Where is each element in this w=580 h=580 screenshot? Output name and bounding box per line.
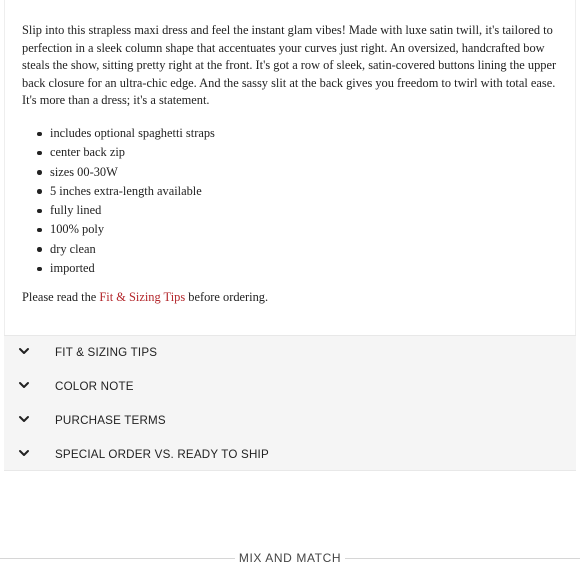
mix-and-match-title: MIX AND MATCH (238, 551, 342, 565)
feature-item: center back zip (22, 143, 215, 162)
feature-item: 5 inches extra-length available (22, 182, 215, 201)
divider-line (0, 558, 235, 559)
accordion-label: FIT & SIZING TIPS (55, 346, 158, 359)
accordion-label: PURCHASE TERMS (55, 414, 166, 427)
accordion-special-order[interactable] (4, 438, 576, 472)
accordion-label: COLOR NOTE (55, 380, 134, 393)
product-info-accordion (4, 335, 576, 471)
feature-item: imported (22, 259, 215, 278)
chevron-down-icon (17, 412, 31, 426)
feature-item: fully lined (22, 201, 215, 220)
sizing-note-prefix: Please read the (22, 290, 100, 304)
product-description-panel (4, 0, 576, 335)
accordion-label: SPECIAL ORDER VS. READY TO SHIP (55, 448, 269, 461)
accordion-fit-sizing-tips[interactable] (4, 336, 576, 370)
chevron-down-icon (17, 446, 31, 460)
divider-line (345, 558, 580, 559)
chevron-down-icon (17, 378, 31, 392)
feature-item: dry clean (22, 240, 215, 259)
accordion-color-note[interactable] (4, 370, 576, 404)
feature-item: sizes 00-30W (22, 163, 215, 182)
chevron-down-icon (17, 344, 31, 358)
sizing-note (22, 289, 268, 306)
sizing-note-suffix: before ordering. (185, 290, 269, 304)
feature-list (22, 124, 215, 278)
accordion-purchase-terms[interactable] (4, 404, 576, 438)
mix-and-match-heading (0, 549, 580, 567)
product-description: Slip into this strapless maxi dress and feel the instant glam vibes! Made with luxe satin twill, it's tailored to perfection in a sleek column shape that accentuates your curves just right. An oversized, handcrafted bow steals the show, sitting pretty right at the front. It's got a row of sleek, satin-covered buttons lining the upper back closure for an ultra-chic edge. And the sassy slit at the back gives you freedom to twirl with total ease. It's more than a dress; it's a statement. (22, 23, 557, 108)
feature-item: includes optional spaghetti straps (22, 124, 215, 143)
fit-sizing-tips-link[interactable]: Fit & Sizing Tips (99, 290, 186, 304)
feature-item: 100% poly (22, 220, 215, 239)
